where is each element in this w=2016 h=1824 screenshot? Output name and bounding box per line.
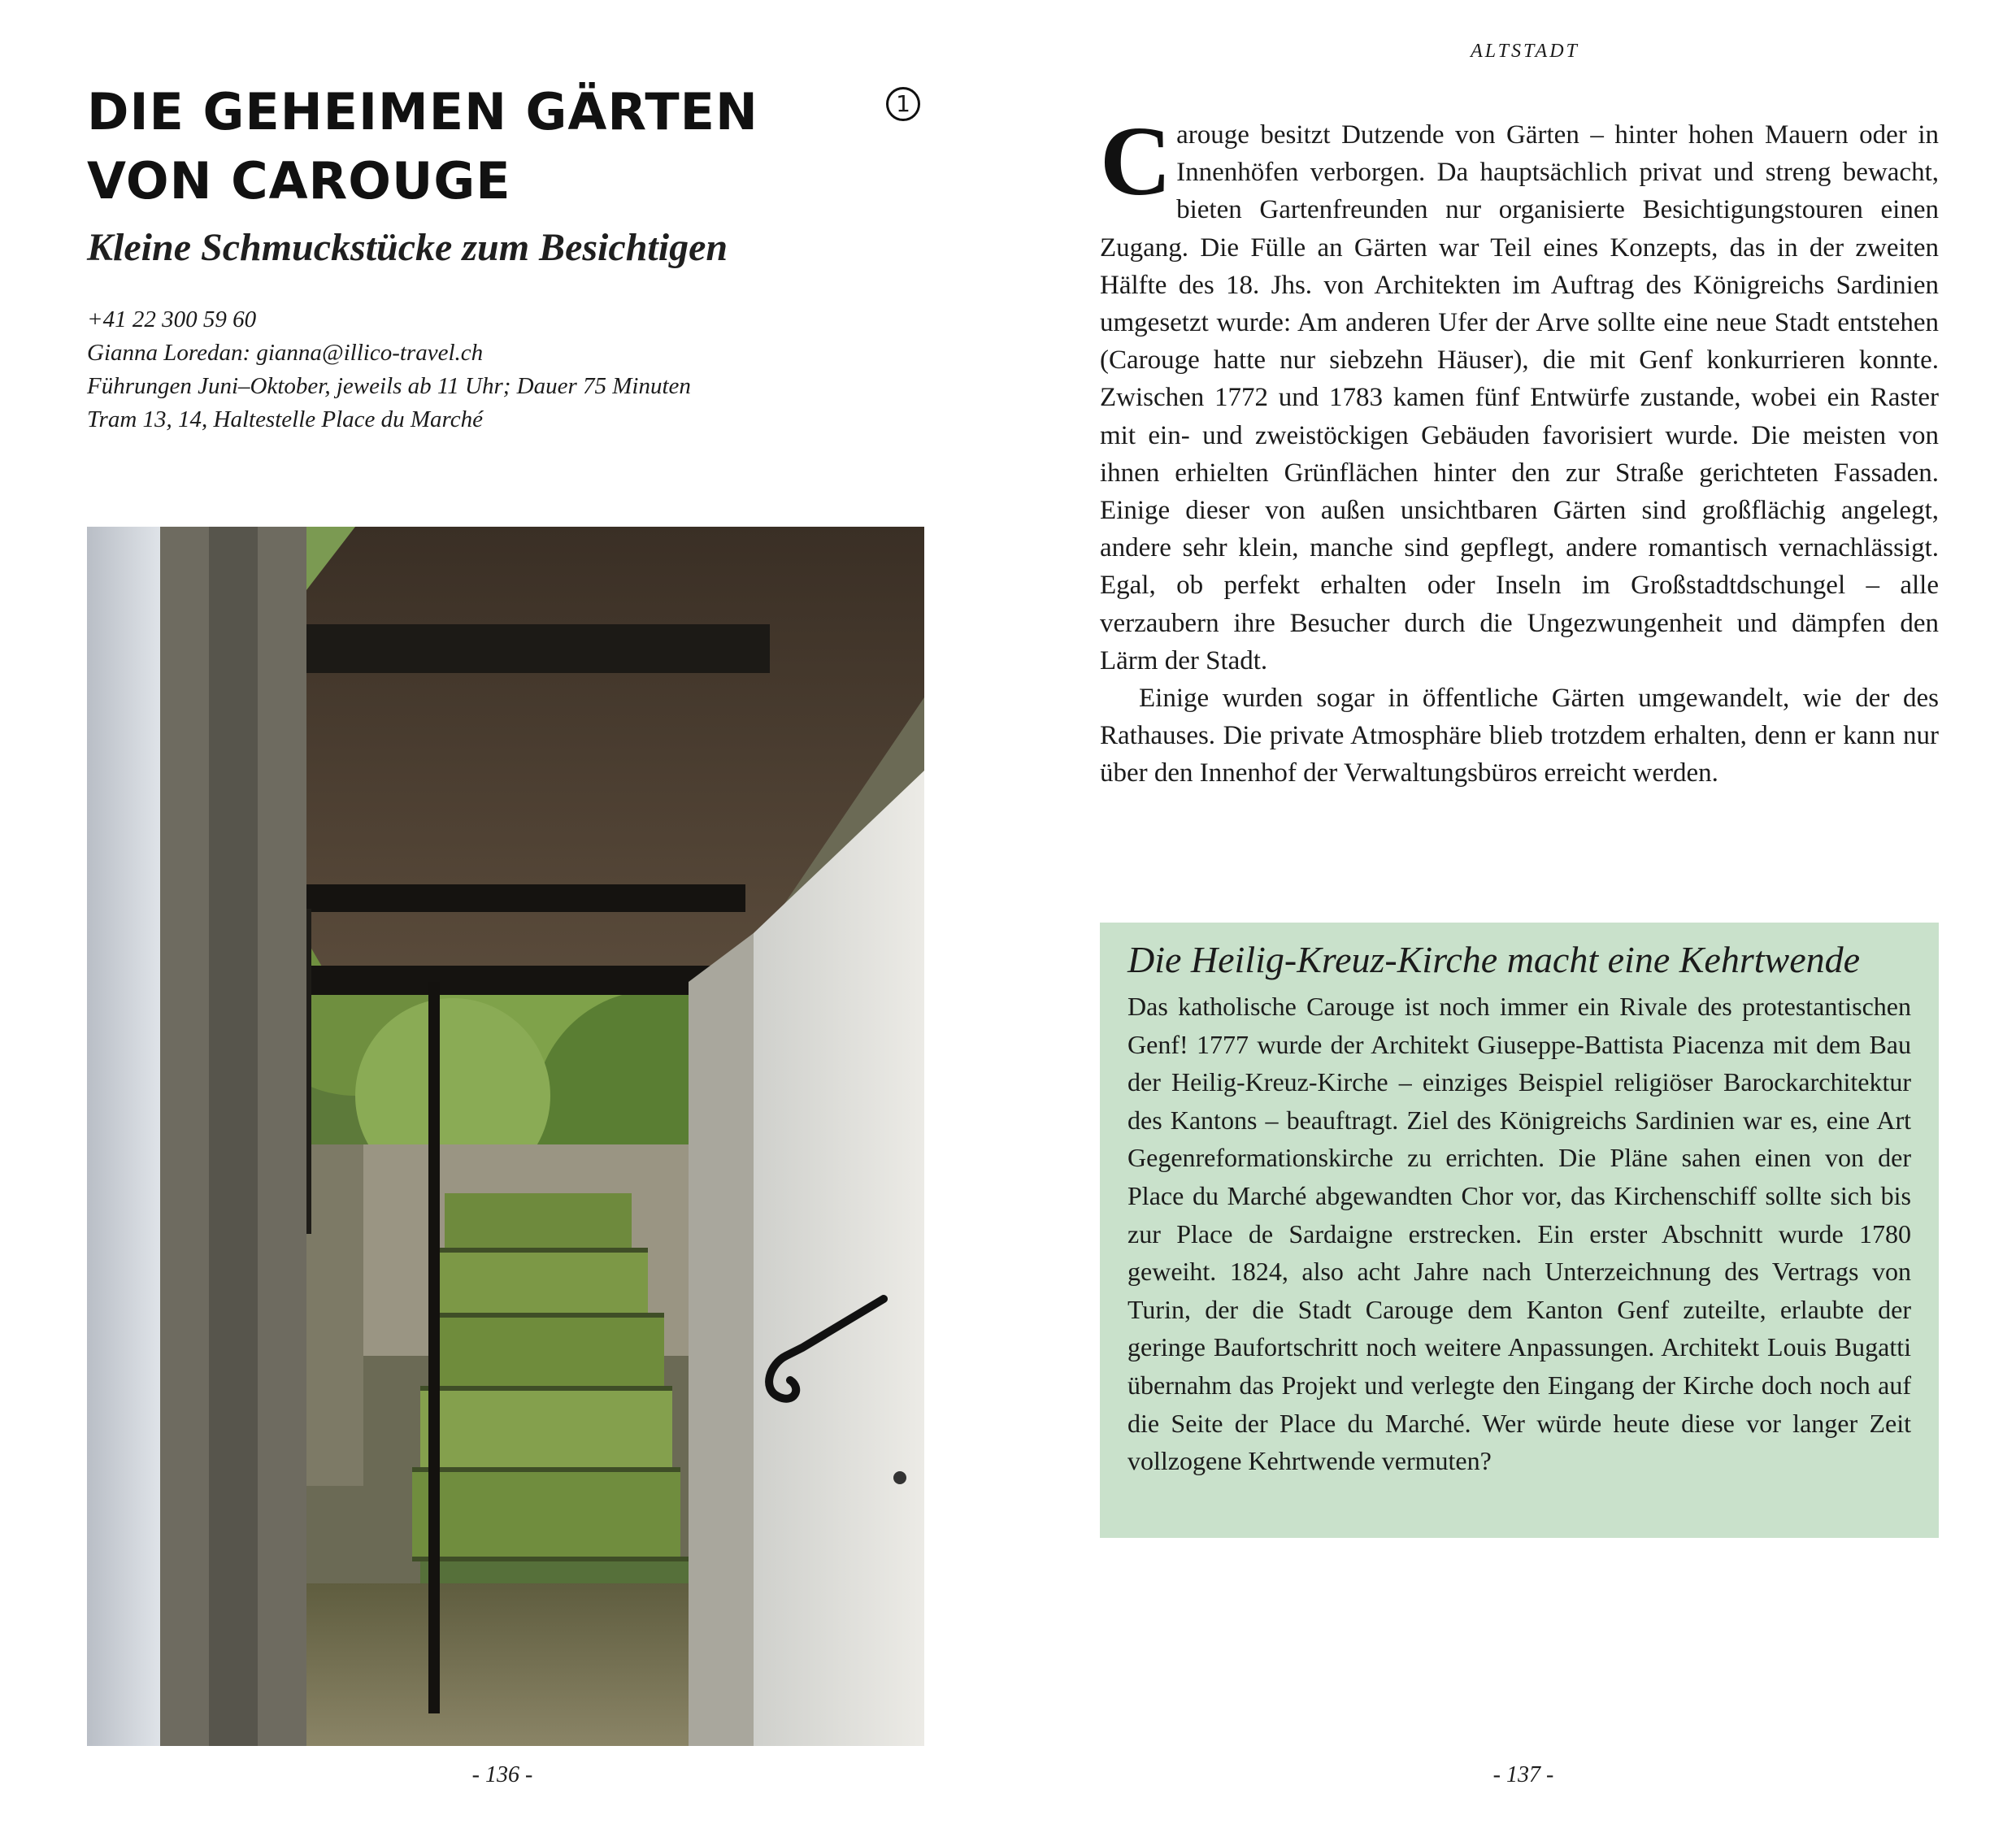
- page-number-left: - 136 -: [471, 1762, 533, 1787]
- article-title: [87, 77, 819, 215]
- garden-stairway-photo: [87, 527, 924, 1746]
- info-block: [87, 303, 941, 436]
- right-page: [1008, 0, 2016, 1824]
- sidebar-box: [1100, 923, 1939, 1538]
- paragraph-1-text: arouge besitzt Dutzende von Gärten – hinter hohen Mauern oder in Innenhöfen verborgen. Da hauptsächlich privat und streng bewacht, bieten Gartenfreunden nur organisierte Besichtigungstouren einen Zugang. Die Fülle an Gärten war Teil eines Konzepts, das in der zweiten Hälfte des 18. Jhs. von Architekten im Auftrag des Königreichs Sardinien umgesetzt wurde: Am anderen Ufer der Arve sollte eine neue Stadt entstehen (Carouge hatte nur siebzehn Häuser), die mit Genf konkurrieren konnte. Zwischen 1772 und 1783 kamen fünf Entwürfe zustande, wobei ein Raster mit ein- und zweistöckigen Gebäuden favorisiert wurde. Die meisten von ihnen erhielten Grünflächen hinter den zur Straße gerichteten Fassaden. Einige dieser von außen unsichtbaren Gärten sind großflächig angelegt, andere sehr klein, manche sind gepflegt, andere romantisch vernachlässigt. Egal, ob perfekt erhalten oder Inseln im Großstadtdschungel – alle verzaubern ihre Besucher durch die Ungezwungenheit und dämpfen den Lärm der Stadt.: [1100, 120, 1939, 675]
- page-number-right: - 137 -: [1492, 1762, 1554, 1787]
- info-contact: Gianna Loredan: gianna@illico-travel.ch: [87, 340, 484, 366]
- article-subtitle: Kleine Schmuckstücke zum Besichtigen: [87, 226, 728, 269]
- sidebar-box-text: Das katholische Carouge ist noch immer ein Rivale des protestantischen Genf! 1777 wurde der Architekt Giuseppe-Battista Piacenza mit dem Bau der Heilig-Kreuz-Kirche – einziges Beispiel religiöser Barockarchitektur des Kantons – beauftragt. Ziel des Königreichs Sardinien war es, eine Art Gegenreformationskirche zu errichten. Die Pläne sahen einen von der Place du Marché abgewandten Chor vor, das Kirchenschiff sollte sich bis zur Place de Sardaigne erstrecken. Ein erster Abschnitt wurde 1780 geweiht. 1824, also acht Jahre nach Unterzeichnung des Vertrags von Turin, der die Stadt Carouge dem Kanton Genf zuteilte, erlaubte der geringe Baufortschritt noch weitere Anpassungen. Architekt Louis Bugatti übernahm das Projekt und verlegte den Eingang der Kirche doch noch auf die Seite der Place du Marché. Wer würde heute diese vor langer Zeit vollzogene Kehrtwende vermuten?: [1127, 992, 1911, 1476]
- entry-number-badge: 1: [886, 87, 920, 121]
- paragraph-2: Einige wurden sogar in öffentliche Gärten umgewandelt, wie der des Rathauses. Die private Atmosphäre blieb trotzdem erhalten, denn er kann nur über den Innenhof der Verwaltungsbüros erreicht werden.: [1100, 684, 1939, 788]
- title-line-1: DIE GEHEIMEN GÄRTEN: [87, 82, 758, 141]
- title-line-2: VON CAROUGE: [87, 151, 511, 211]
- info-tours: Führungen Juni–Oktober, jeweils ab 11 Uhr; Dauer 75 Minuten: [87, 373, 691, 399]
- drop-cap: C: [1100, 106, 1172, 216]
- running-head: ALTSTADT: [1471, 41, 1579, 62]
- info-phone: +41 22 300 59 60: [87, 306, 257, 332]
- paragraph-1: [1100, 106, 1939, 680]
- sidebar-box-title: Die Heilig-Kreuz-Kirche macht eine Kehrtwende: [1127, 939, 1861, 980]
- body-text: [1100, 106, 1939, 793]
- info-transport: Tram 13, 14, Haltestelle Place du Marché: [87, 406, 484, 432]
